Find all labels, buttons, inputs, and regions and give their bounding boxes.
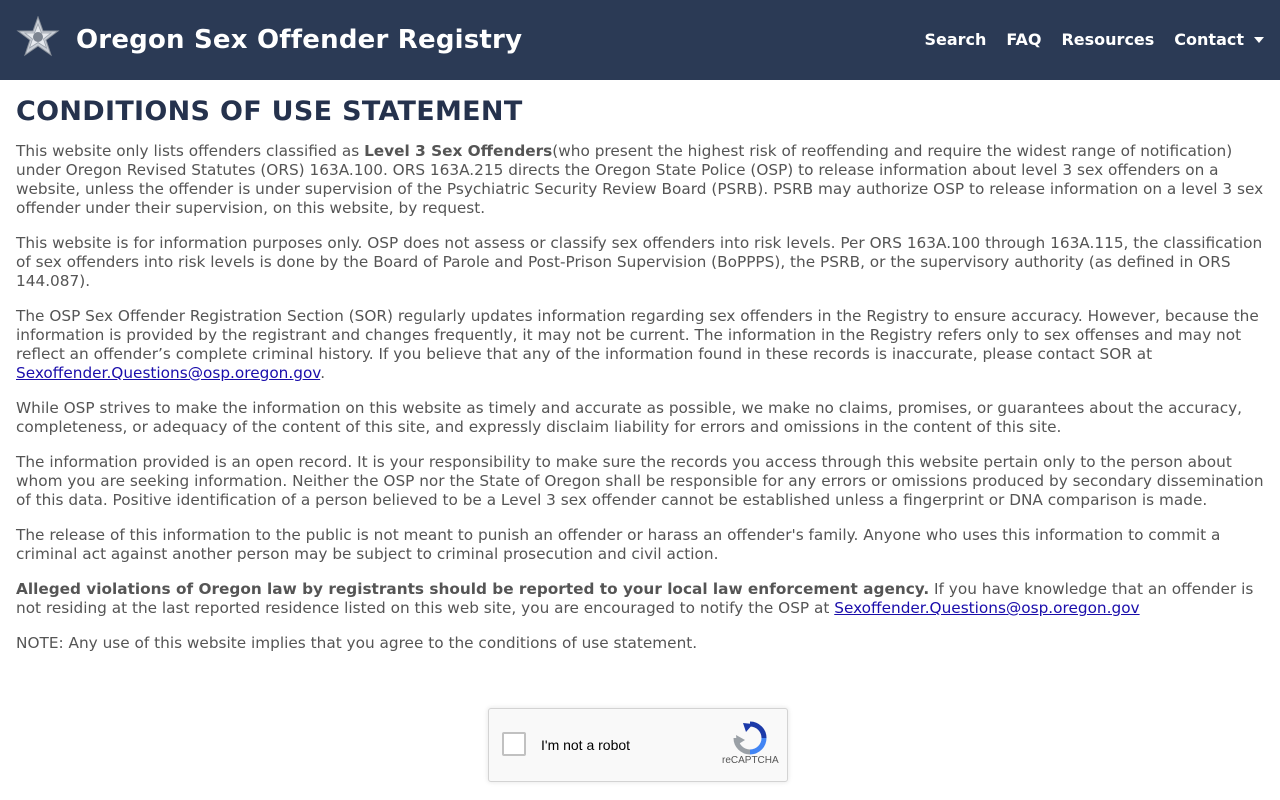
recaptcha-checkbox[interactable] [502, 732, 526, 756]
p3-text-b: . [320, 364, 326, 382]
nav-contact-label: Contact [1174, 30, 1244, 49]
page-title: CONDITIONS OF USE STATEMENT [16, 96, 523, 127]
main-content [16, 94, 1266, 669]
p7-text-a: If you have knowledge that an offender is not residing at the last reported residence listed on this web site, you are encouraged to notify the OSP at [16, 580, 1254, 617]
report-violations-emphasis: Alleged violations of Oregon law by registrants should be reported to your local law enforcement agency. [16, 580, 930, 598]
nav-contact-dropdown[interactable] [1174, 28, 1264, 52]
p1-text-a: This website only lists offenders classified as [16, 142, 365, 160]
paragraph-sor-updates [16, 307, 1266, 383]
paragraph-note: NOTE: Any use of this website implies that you agree to the conditions of use statement. [16, 634, 698, 652]
recaptcha-widget [488, 708, 788, 782]
p1-text-c: (who present the highest risk of reoffending and require the widest range of notification) under Oregon Revised Statutes (ORS) 163A.100. ORS 163A.215 directs the Oregon State Police (OSP) to release information about level 3 sex offenders on a website, unless the offender is under supervision of the Psychiatric Security Review Board (PSRB). PSRB may authorize OSP to release information on a level 3 sex offender under their supervision, on this website, by request. [16, 142, 1264, 217]
paragraph-report-violations [16, 580, 1266, 618]
recaptcha-label: I'm not a robot [541, 737, 631, 753]
recaptcha-icon [733, 721, 767, 755]
recaptcha-brand: reCAPTCHA [722, 755, 779, 766]
paragraph-information-purposes: This website is for information purposes only. OSP does not assess or classify sex offenders into risk levels. Per ORS 163A.100 through 163A.115, the classification of sex offenders into risk levels is done by the Board of Parole and Post-Prison Supervision (BoPPPS), the PSRB, or the supervisory authority (as defined in ORS 144.087). [16, 234, 1263, 290]
chevron-down-icon [1254, 37, 1264, 43]
top-navbar [0, 0, 1280, 80]
paragraph-not-punitive: The release of this information to the public is not meant to punish an offender or harass an offender's family. Anyone who uses this information to commit a criminal act against another person may be subject to criminal prosecution and civil action. [16, 526, 1221, 563]
main-nav [924, 28, 1264, 52]
badge-star-icon[interactable] [16, 16, 60, 60]
osp-email-link[interactable]: Sexoffender.Questions@osp.oregon.gov [834, 599, 1140, 617]
paragraph-disclaimer: While OSP strives to make the information on this website as timely and accurate as possible, we make no claims, promises, or guarantees about the accuracy, completeness, or adequacy of the content of this site, and expressly disclaim liability for errors and omissions in the content of this site. [16, 399, 1243, 436]
level3-emphasis: Level 3 Sex Offenders [364, 142, 553, 160]
sor-email-link[interactable]: Sexoffender.Questions@osp.oregon.gov [16, 364, 321, 382]
paragraph-open-record: The information provided is an open record. It is your responsibility to make sure the records you access through this website pertain only to the person about whom you are seeking information. Neither the OSP nor the State of Oregon shall be responsible for any errors or omissions produced by secondary dissemination of this data. Positive identification of a person believed to be a Level 3 sex offender cannot be established unless a fingerprint or DNA comparison is made. [16, 453, 1264, 509]
nav-faq-link[interactable]: FAQ [1006, 30, 1042, 49]
paragraph-level3-scope [16, 142, 1266, 218]
p3-text-a: The OSP Sex Offender Registration Section (SOR) regularly updates information regarding sex offenders in the Registry to ensure accuracy. However, because the information is provided by the registrant and changes frequently, it may not be current. The information in the Registry refers only to sex offenses and may not reflect an offender’s complete criminal history. If you believe that any of the information found in these records is inaccurate, please contact SOR at [16, 307, 1259, 363]
nav-resources-link[interactable]: Resources [1061, 30, 1155, 49]
site-title[interactable]: Oregon Sex Offender Registry [76, 25, 523, 55]
nav-search-link[interactable]: Search [924, 30, 987, 49]
